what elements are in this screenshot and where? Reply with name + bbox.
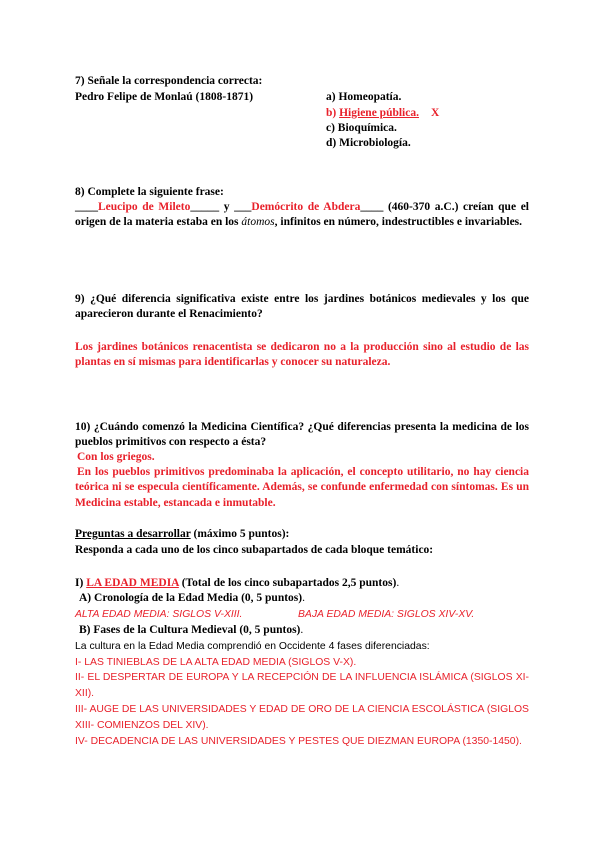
subsection-b-label: B) Fases de la Cultura Medieval (0, 5 puntos): [79, 624, 301, 636]
fase-2: II- EL DESPERTAR DE EUROPA Y LA RECEPCIÓN DE LA INFLUENCIA ISLÁMICA (SIGLOS XI-XII).: [75, 672, 529, 699]
q8-answer-1: Leucipo de Mileto: [98, 201, 191, 213]
q8-blank-1-end: _____: [190, 201, 220, 213]
q8-atomos: átomos: [241, 216, 275, 229]
subsection-a: [79, 591, 305, 606]
q9-answer: Los jardines botánicos renacentista se dedicaron no a la producción sino al estudio de las plantas en sí mismas para identificarlas y conocer su naturaleza.: [75, 341, 529, 369]
subsection-b-dot: .: [300, 624, 304, 636]
q7-option-b: [326, 106, 439, 121]
q8-blank-2-end: ____: [360, 201, 384, 213]
q7-option-b-text: Higiene pública.: [339, 107, 419, 119]
q8-sentence: [75, 200, 529, 231]
q10-question: 10) ¿Cuándo comenzó la Medicina Científica? ¿Qué diferencias presenta la medicina de los pueblos primitivos con respecto a ésta?: [75, 421, 529, 449]
q7-answer-mark: X: [430, 107, 440, 119]
q7-option-a: a) Homeopatía.: [326, 91, 402, 103]
fase-1: I- LAS TINIEBLAS DE LA ALTA EDAD MEDIA (SIGLOS V-X).: [75, 657, 357, 668]
section-1-rest: (Total de los cinco subapartados 2,5 puntos): [178, 577, 397, 589]
q7-person: Pedro Felipe de Monlaú (1808-1871): [75, 91, 254, 103]
subsection-a-dot: .: [302, 592, 305, 604]
q8-blank-1-start: ____: [75, 201, 98, 213]
q10-answer-1: Con los griegos.: [77, 451, 155, 463]
baja-edad-media: BAJA EDAD MEDIA: SIGLOS XIV-XV.: [298, 609, 475, 620]
subsection-a-label: A) Cronología de la Edad Media (0, 5 puntos): [79, 592, 303, 604]
develop-heading-underlined: Preguntas a desarrollar: [75, 528, 191, 540]
q8-answer-2: Demócrito de Abdera: [251, 201, 361, 213]
q7-option-b-prefix: b): [326, 107, 340, 119]
q10-answer-2: En los pueblos primitivos predominaba la aplicación, el concepto utilitario, no hay ciencia teórica ni se especula científicamente. Además, se confunde enfermedad con síntomas. Es un Medicina estable, estancada e inmutable.: [75, 466, 529, 509]
develop-heading-rest: (máximo 5 puntos):: [190, 528, 290, 540]
q8-blank-2-start: ___: [234, 201, 252, 213]
subsection-b: [79, 623, 303, 638]
develop-instructions: Responda a cada uno de los cinco subapartados de cada bloque temático:: [75, 544, 434, 556]
alta-edad-media: ALTA EDAD MEDIA: SIGLOS V-XIII.: [75, 609, 243, 620]
fases-intro: La cultura en la Edad Media comprendió en Occidente 4 fases diferenciadas:: [75, 641, 430, 652]
q8-conjunction: y: [219, 201, 235, 213]
fase-3: III- AUGE DE LAS UNIVERSIDADES Y EDAD DE ORO DE LA CIENCIA ESCOLÁSTICA (SIGLOS XIII- COMIENZOS DEL XIV).: [75, 704, 529, 731]
fase-4: IV- DECADENCIA DE LAS UNIVERSIDADES Y PESTES QUE DIEZMAN EUROPA (1350-1450).: [75, 736, 522, 747]
q8-text-1: (460-370 a.C.) creían que el origen de la materia estaba en los: [75, 201, 529, 229]
section-1-heading: [75, 576, 399, 591]
section-1-dot: .: [396, 577, 400, 589]
q7-option-c: c) Bioquímica.: [326, 122, 397, 134]
q9-question: 9) ¿Qué diferencia significativa existe entre los jardines botánicos medievales y los que aparecieron durante el Renacimiento?: [75, 293, 529, 321]
q7-option-d: d) Microbiología.: [326, 137, 411, 149]
section-1-num: I): [75, 577, 87, 589]
q8-text-2: , infinitos en número, indestructibles e invariables.: [274, 216, 523, 229]
q8-title: 8) Complete la siguiente frase:: [75, 186, 224, 198]
develop-heading: [75, 527, 289, 542]
section-1-title: LA EDAD MEDIA: [86, 577, 179, 589]
q7-title: 7) Señale la correspondencia correcta:: [75, 75, 263, 87]
